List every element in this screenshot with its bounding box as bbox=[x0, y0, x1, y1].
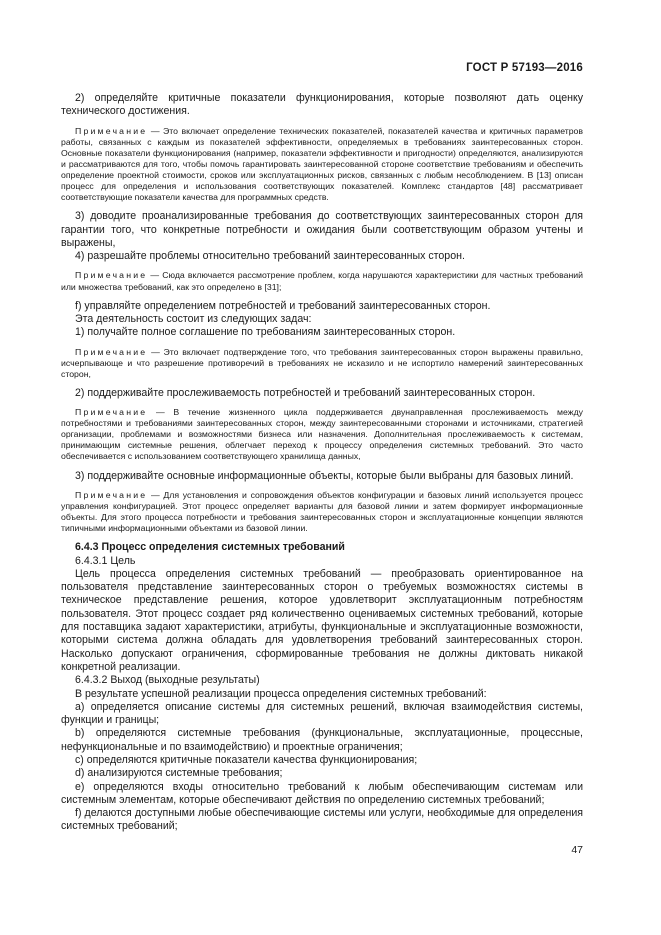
list-item-a: a) определяется описание системы для системных решений, включая взаимодействия системы, функции и границы; bbox=[61, 700, 583, 727]
note bbox=[61, 407, 583, 462]
paragraph-item-3: 3) доводите проанализированные требования до соответствующих заинтересованных сторон для гарантии того, что конкретные потребности и ожидания были соответствующим образом учтены и выражены, bbox=[61, 210, 583, 249]
note-text: — Сюда включается рассмотрение проблем, когда нарушаются характеристики для частных требований или множества требований, как это определено в [31]; bbox=[61, 270, 583, 292]
note-label: Примечание bbox=[75, 270, 148, 281]
list-item-f: f) делаются доступными любые обеспечивающие системы или услуги, необходимые для определения системных требований; bbox=[61, 807, 583, 833]
subsection-title: 6.4.3.2 Выход (выходные результаты) bbox=[75, 674, 260, 687]
paragraph-item-4: 4) разрешайте проблемы относительно требований заинтересованных сторон. bbox=[75, 250, 465, 263]
note bbox=[61, 126, 583, 204]
section-heading: 6.4.3 Процесс определения системных требований bbox=[75, 541, 345, 554]
paragraph-item-2b: 2) поддерживайте прослеживаемость потребностей и требований заинтересованных сторон. bbox=[75, 386, 536, 399]
page-body bbox=[61, 92, 583, 834]
note-text: — Для установления и сопровождения объектов конфигурации и базовых линий используется процесс управления конфигурацией. Этот процесс определяет варианты для базовой линии и затем формирует информационные объекты. Для этого процесса потребности и требования заинтересованных сторон и эксплуатационные концепции являются типичными информационными объектами из базовой линии. bbox=[61, 489, 583, 534]
note-text: — В течение жизненного цикла поддерживается двунаправленная прослеживаемость между потребностями и требованиями заинтересованных сторон, между заинтересованными сторонами и источниками, стратегией организации, проблемами и возможностями бизнеса или назначения. Дополнительная прослеживаемость к системам, принимающим системные решения, облегчает переход к процессу определения системных требований. Это часто обеспечивается с использованием соответствующего хранилища данных, bbox=[61, 407, 583, 462]
note bbox=[61, 490, 583, 534]
list-item-d: d) анализируются системные требования; bbox=[75, 767, 283, 780]
paragraph-purpose: Цель процесса определения системных требований — преобразовать ориентированное на пользователя представление заинтересованных сторон о требуемых возможностях системы в техническое представление решения, которое удовлетворит эксплуатационным потребностям пользователя. Этот процесс создает ряд количественно оцениваемых системных требований, которые для поставщика задают характеристики, атрибуты, функциональные и эксплуатационные возможности, которыми система должна обладать для удовлетворения требований заинтересованных сторон. Насколько допускают ограничения, сформированные требования не должны диктовать никакой конкретной реализации. bbox=[61, 567, 583, 673]
note bbox=[61, 347, 583, 380]
paragraph-outcomes-intro: В результате успешной реализации процесса определения системных требований: bbox=[75, 687, 487, 700]
note-text: — Это включает определение технических показателей, показателей качества и критичных параметров работы, связанных с каждым из показателей эффективности, определяемых в требованиях заинтересованных сторон. Основные показатели функционирования (например, показатели эффективности и пригодности) определяются, анализируются и рассматриваются для того, чтобы помочь гарантировать заинтересованной стороне соответствие требованиям и обеспечить определение проектной стоимости, сроков или эксплуатационных рисков, связанных с любым несоблюдением. В [13] описан процесс для определения и использования соответствующих показателей. Комплекс стандартов [48] рассматривает соответствующие показатели качества для программных средств. bbox=[61, 125, 583, 203]
list-item-c: c) определяются критичные показатели качества функционирования; bbox=[75, 753, 418, 766]
paragraph-tasks-intro: Эта деятельность состоит из следующих задач: bbox=[75, 312, 312, 325]
note bbox=[61, 270, 583, 292]
subsection-title: 6.4.3.1 Цель bbox=[75, 554, 136, 567]
note-label: Примечание bbox=[75, 407, 148, 418]
standard-header: ГОСТ Р 57193—2016 bbox=[466, 62, 583, 74]
paragraph-item-3b: 3) поддерживайте основные информационные объекты, которые были выбраны для базовых линий. bbox=[75, 469, 574, 482]
note-label: Примечание bbox=[75, 346, 148, 357]
paragraph-item-f: f) управляйте определением потребностей и требований заинтересованных сторон. bbox=[75, 299, 491, 312]
note-label: Примечание bbox=[75, 125, 148, 136]
page-number: 47 bbox=[571, 844, 583, 856]
note-label: Примечание bbox=[75, 489, 148, 500]
note-text: — Это включает подтверждение того, что требования заинтересованных сторон выражены правильно, исчерпывающе и что разрешение противоречий в требованиях не исказило и не испортило намерений заинтересованных сторон, bbox=[61, 346, 583, 379]
paragraph-item-2: 2) определяйте критичные показатели функционирования, которые позволяют дать оценку технического достижения. bbox=[61, 92, 583, 118]
list-item-b: b) определяются системные требования (функциональные, эксплуатационные, процессные, нефункциональные и по взаимодействию) и проектные ограничения; bbox=[61, 727, 583, 753]
list-item-e: e) определяются входы относительно требований к любым обеспечивающим системам или системным элементам, которые обеспечивают действия по определению системных требований; bbox=[61, 780, 583, 806]
paragraph-item-1: 1) получайте полное соглашение по требованиям заинтересованных сторон. bbox=[75, 326, 456, 339]
